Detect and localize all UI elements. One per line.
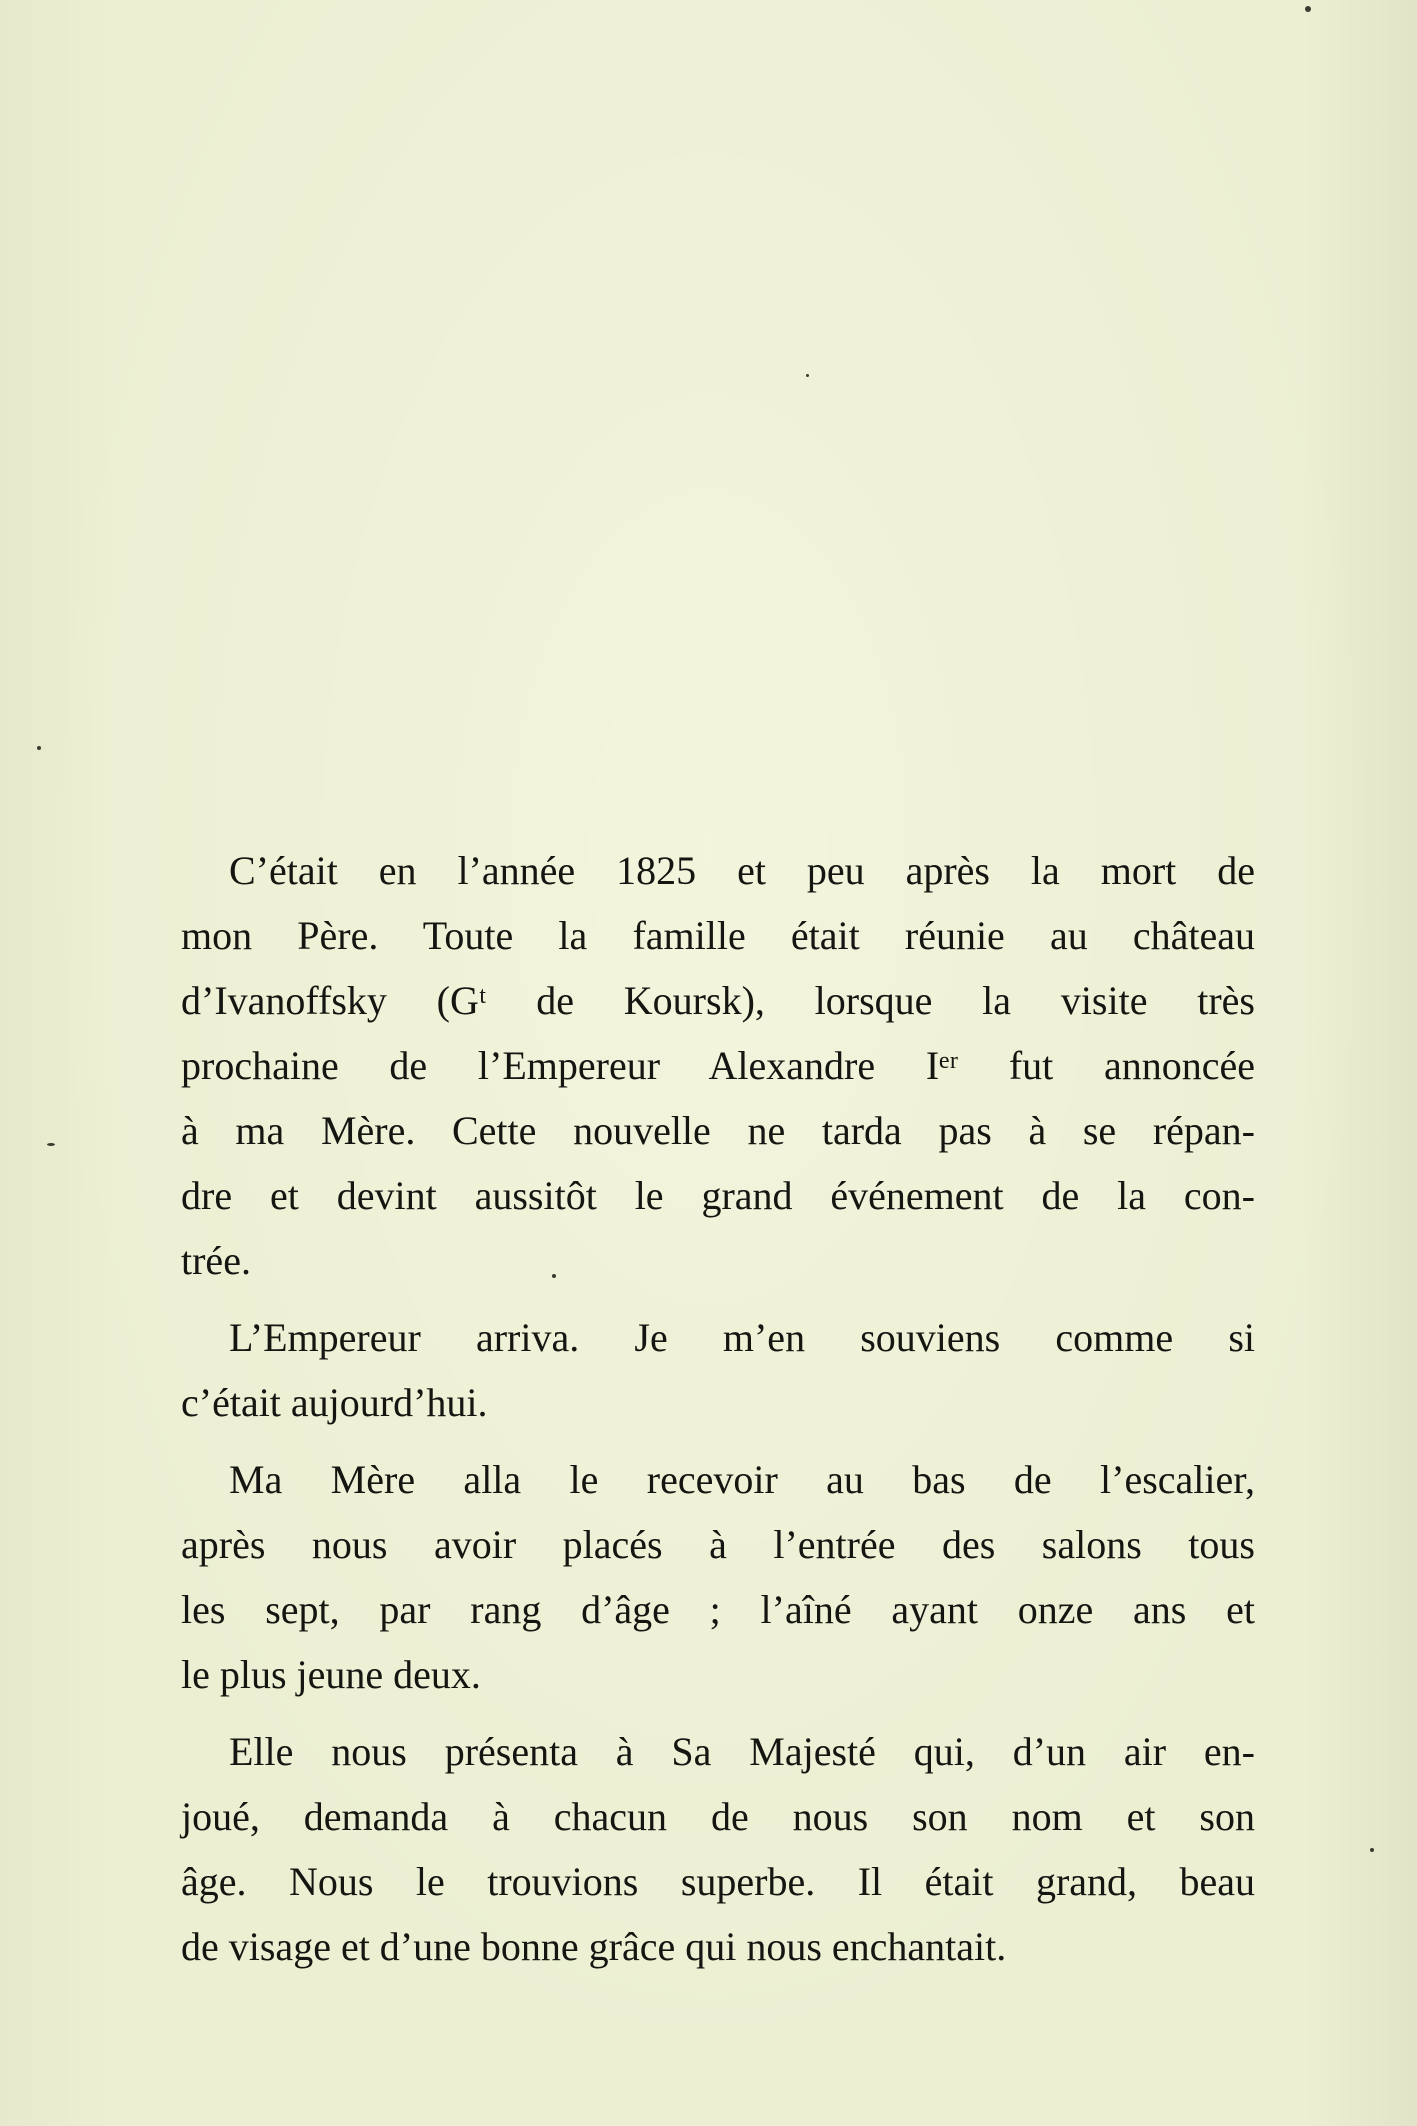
ink-speck [47,1143,55,1146]
paragraph [133,1305,1255,1435]
text-line: c’était aujourd’hui. [181,1380,488,1425]
paragraph [133,838,1255,1293]
ink-speck [37,746,41,750]
text-line: joué, demanda à chacun de nous son nom et son [181,1794,1255,1839]
text-line: après nous avoir placés à l’entrée des salons tous [181,1522,1255,1567]
text-line: dre et devint aussitôt le grand événement de la con- [181,1173,1255,1218]
ink-speck [806,374,809,377]
text-line: trée. [181,1238,251,1283]
text-line: d’Ivanoffsky (Gᵗ de Koursk), lorsque la visite très [181,978,1255,1023]
text-line: âge. Nous le trouvions superbe. Il était grand, beau [181,1859,1255,1904]
text-line: le plus jeune deux. [181,1652,481,1697]
text-line: Ma Mère alla le recevoir au bas de l’escalier, [229,1457,1255,1502]
text-line: Elle nous présenta à Sa Majesté qui, d’un air en- [229,1729,1255,1774]
ink-speck [1305,6,1311,12]
text-line: à ma Mère. Cette nouvelle ne tarda pas à se répan- [181,1108,1255,1153]
body-text [133,838,1255,1991]
text-line: prochaine de l’Empereur Alexandre Iᵉʳ fut annoncée [181,1043,1255,1088]
text-line: C’était en l’année 1825 et peu après la mort de [229,848,1255,893]
paragraph [133,1447,1255,1707]
paragraph [133,1719,1255,1979]
text-line: les sept, par rang d’âge ; l’aîné ayant onze ans et [181,1587,1255,1632]
text-line: mon Père. Toute la famille était réunie au château [181,913,1255,958]
text-line: L’Empereur arriva. Je m’en souviens comme si [229,1315,1255,1360]
ink-speck [1370,1848,1374,1852]
text-line: de visage et d’une bonne grâce qui nous enchantait. [181,1924,1007,1969]
